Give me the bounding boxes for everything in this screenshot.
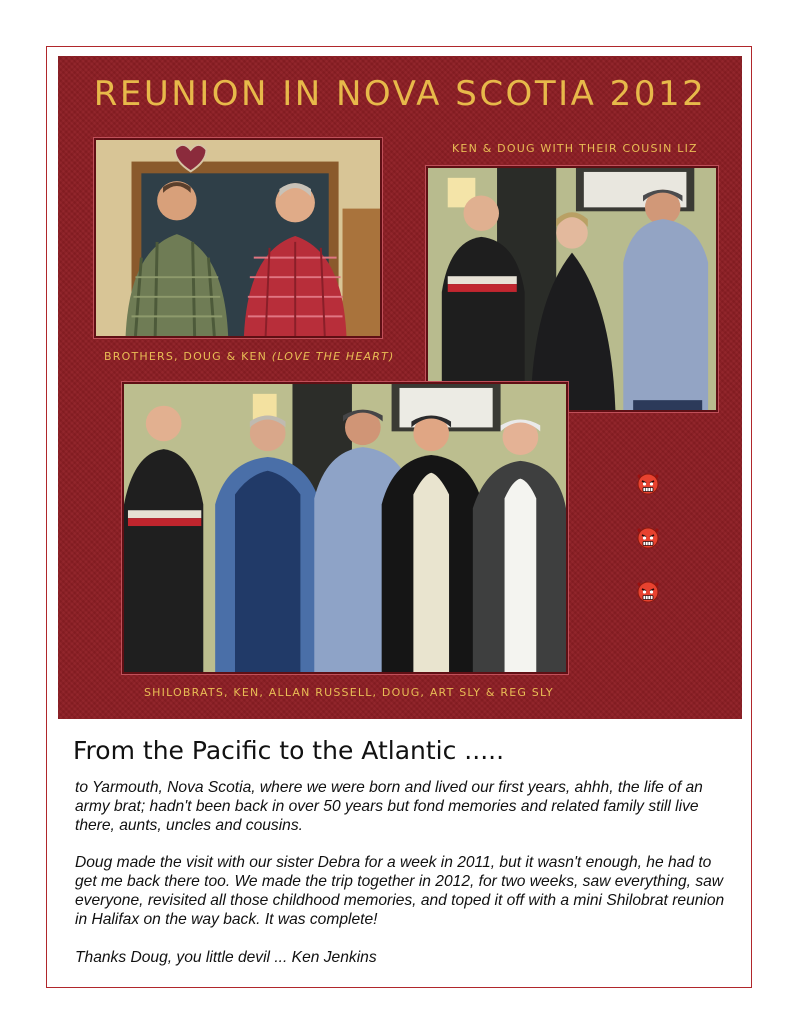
photo-cousin: [426, 166, 718, 412]
caption-brothers-note: (LOVE THE HEART): [271, 350, 395, 363]
caption-cousin: KEN & DOUG WITH THEIR COUSIN LIZ: [452, 142, 698, 155]
banner-title: REUNION IN NOVA SCOTIA 2012: [93, 74, 707, 114]
devil-emoji-icon: [635, 470, 661, 496]
article-signoff: Thanks Doug, you little devil ... Ken Jenkins: [75, 949, 377, 966]
photo-brothers: [94, 138, 382, 338]
devil-emoji-icon: [635, 524, 661, 550]
caption-brothers: [104, 350, 395, 363]
devil-emoji-icon: [635, 578, 661, 604]
article-paragraph-2: Doug made the visit with our sister Debra for a week in 2011, but it wasn't enough, he had to get me back there too. We made the trip together in 2012, for two weeks, saw everything, saw everyone, revisited all those childhood memories, and toped it off with a mini Shilobrat reunion in Halifax on the way back. It was complete!: [75, 854, 725, 928]
caption-brothers-main: BROTHERS, DOUG & KEN: [104, 350, 272, 363]
caption-shilobrats: SHILOBRATS, KEN, ALLAN RUSSELL, DOUG, ART SLY & REG SLY: [144, 686, 554, 699]
photo-shilobrats: [122, 382, 568, 674]
photo-collage-banner: [58, 56, 742, 719]
article-heading: From the Pacific to the Atlantic .....: [73, 736, 505, 765]
article-paragraph-1: to Yarmouth, Nova Scotia, where we were born and lived our first years, ahhh, the life of an army brat; hadn't been back in over 50 years but fond memories and related family still live there, aunts, uncles and cousins.: [75, 779, 703, 834]
